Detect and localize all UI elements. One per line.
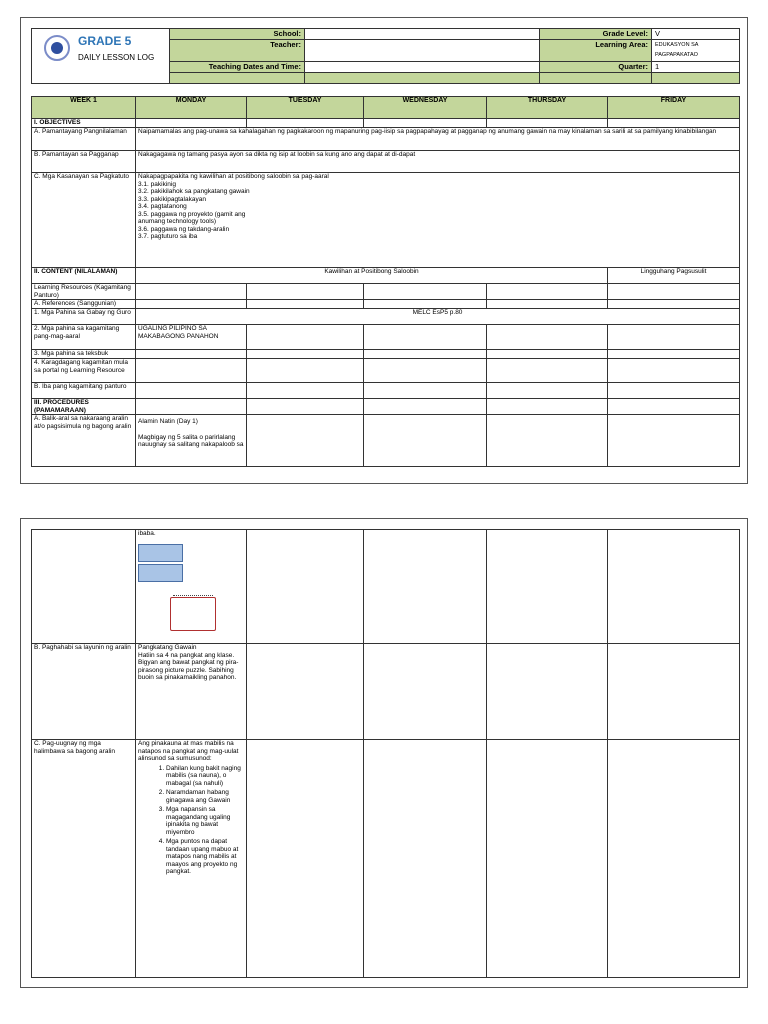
header-table bbox=[31, 28, 740, 84]
other-materials-label: B. Iba pang kagamitang panturo bbox=[32, 383, 136, 399]
purpose-line: Hatiin sa 4 na pangkat ang klase. bbox=[138, 651, 235, 659]
competencies-intro: Nakapagpapakita ng kawilihan at positibong saloobin sa pag-aaral bbox=[138, 173, 329, 180]
learning-area-label: Learning Area: bbox=[540, 40, 652, 61]
page-1 bbox=[20, 17, 748, 484]
header-logo-cell bbox=[32, 29, 170, 84]
examples-cell bbox=[136, 740, 247, 978]
purpose-line: Bigyan ang bawat pangkat ng pira-pirasong picture puzzle. Sabihing buoin sa pinakamaikling panahon. bbox=[138, 659, 239, 681]
competency-item: 3.4. pagtatanong bbox=[138, 203, 187, 210]
content-friday: Lingguhang Pagsusulit bbox=[608, 268, 740, 284]
performance-standard-text: Nakagagawa ng tamang pasya ayon sa dikta ng isip at loobin sa kung ano ang dapat at di-dapat bbox=[136, 151, 740, 173]
examples-label: C. Pag-uugnay ng mga halimbawa sa bagong aralin bbox=[32, 740, 136, 978]
wednesday-header: WEDNESDAY bbox=[364, 97, 487, 119]
grade-level-label: Grade Level: bbox=[540, 29, 652, 40]
content-standard-label: A. Pamantayang Pangnilalaman bbox=[32, 128, 136, 151]
header-blank-1 bbox=[170, 72, 305, 83]
competency-item: 3.6. paggawa ng takdang-aralin bbox=[138, 225, 230, 233]
school-label: School: bbox=[170, 29, 305, 40]
word-box bbox=[138, 564, 183, 582]
references-label: A. References (Sanggunian) bbox=[32, 300, 136, 309]
word-box bbox=[138, 544, 183, 562]
teacher-label: Teacher: bbox=[170, 40, 305, 61]
purpose-line: Pangkatang Gawain bbox=[138, 644, 197, 651]
word-boxes bbox=[138, 544, 244, 585]
content-label: II. CONTENT (NILALAMAN) bbox=[32, 268, 136, 284]
teacher-guide-text: MELC EsP5 p.80 bbox=[136, 309, 740, 325]
competency-item: 3.5. paggawa ng proyekto (gamit ang anumang technology tools) bbox=[138, 210, 246, 225]
friday-header: FRIDAY bbox=[608, 97, 740, 119]
learner-materials-text: UGALING PILIPINO SA MAKABAGONG PANAHON bbox=[136, 325, 247, 350]
teacher-guide-label: 1. Mga Pahina sa Gabay ng Guro bbox=[32, 309, 136, 325]
grade-level-value: V bbox=[652, 29, 740, 40]
content-text: Kawilihan at Positibong Saloobin bbox=[136, 268, 608, 284]
learning-resources-label: Learning Resources (Kagamitang Panturo) bbox=[32, 284, 136, 300]
learning-area-value: EDUKASYON SA PAGPAPAKATAO bbox=[652, 40, 740, 61]
examples-item: 2. Naramdaman habang ginagawa ang Gawain bbox=[166, 789, 244, 804]
learner-materials-label: 2. Mga pahina sa kagamitang pang-mag-aaral bbox=[32, 325, 136, 350]
review-continued-cell bbox=[136, 530, 247, 644]
monday-header: MONDAY bbox=[136, 97, 247, 119]
header-blank-4 bbox=[652, 72, 740, 83]
procedures-label: III. PROCEDURES (PAMAMARAAN) bbox=[32, 399, 136, 415]
additional-materials-label: 4. Karagdagang kagamitan mula sa portal ng Learning Resource bbox=[32, 359, 136, 383]
log-title: DAILY LESSON LOG bbox=[78, 53, 155, 62]
examples-item: 3. Mga napansin sa magagandang ugaling ipinakita ng bawat miyembro bbox=[166, 806, 244, 836]
competencies-list bbox=[138, 181, 260, 241]
school-value bbox=[305, 29, 540, 40]
review-continued-text: ibaba. bbox=[138, 530, 156, 537]
dates-label: Teaching Dates and Time: bbox=[170, 61, 305, 72]
lesson-table bbox=[31, 96, 740, 467]
header-blank-2 bbox=[305, 72, 540, 83]
purpose-cell bbox=[136, 644, 247, 740]
review-text: Magbigay ng 5 salita o parirlalang nauugnay sa salitang nakapaloob sa bbox=[138, 433, 244, 448]
content-standard-text: Naipamamalas ang pag-unawa sa kahalagahan ng pagkakaroon ng mapanuring pag-iisip sa pagpapahayag at pagganap ng anumang gawain na may kinalaman sa sarili at sa pamilyang kinabibilangan bbox=[136, 128, 740, 151]
examples-intro: Ang pinakauna at mas mabilis na natapos na pangkat ang mag-uulat alinsunod sa sumusunod: bbox=[138, 740, 239, 762]
review-title: Alamin Natin (Day 1) bbox=[138, 418, 198, 425]
objectives-label: I. OBJECTIVES bbox=[32, 119, 136, 128]
competency-item: 3.7. pagtuturo sa iba bbox=[138, 233, 198, 240]
week-header: WEEK 1 bbox=[32, 97, 136, 119]
grade-title: GRADE 5 bbox=[78, 34, 132, 48]
performance-standard-label: B. Pamantayan sa Pagganap bbox=[32, 151, 136, 173]
examples-list bbox=[138, 765, 244, 876]
competencies-label: C. Mga Kasanayan sa Pagkatuto bbox=[32, 173, 136, 268]
quarter-label: Quarter: bbox=[540, 61, 652, 72]
header-blank-3 bbox=[540, 72, 652, 83]
review-label: A. Balik-aral sa nakaraang aralin at/o pagsisimula ng bagong aralin bbox=[32, 415, 136, 467]
competency-item: 3.2. pakikilahok sa pangkatang gawain bbox=[138, 188, 250, 195]
review-cell bbox=[136, 415, 247, 467]
competencies-cell bbox=[136, 173, 740, 268]
page-2 bbox=[20, 518, 748, 988]
competency-item: 3.1. pakikinig bbox=[138, 180, 176, 188]
competency-item: 3.3. pakikipagtalakayan bbox=[138, 195, 206, 203]
examples-item: 1. Dahilan kung bakit naging mabilis (sa nauna), o mabagal (sa nahuli) bbox=[166, 765, 244, 788]
dates-value bbox=[305, 61, 540, 72]
purpose-label: B. Paghahabi sa layunin ng aralin bbox=[32, 644, 136, 740]
teacher-value bbox=[305, 40, 540, 61]
tuesday-header: TUESDAY bbox=[247, 97, 364, 119]
lesson-table-continued bbox=[31, 529, 740, 978]
quarter-value: 1 bbox=[652, 61, 740, 72]
thursday-header: THURSDAY bbox=[487, 97, 608, 119]
deped-seal-icon bbox=[44, 35, 70, 61]
calendar-icon bbox=[170, 597, 216, 631]
examples-item: 4. Mga puntos na dapat tandaan upang mabuo at matapos nang mabilis at maayos ang proyekto ng pangkat. bbox=[166, 838, 244, 876]
textbook-label: 3. Mga pahina sa teksbuk bbox=[32, 350, 136, 359]
